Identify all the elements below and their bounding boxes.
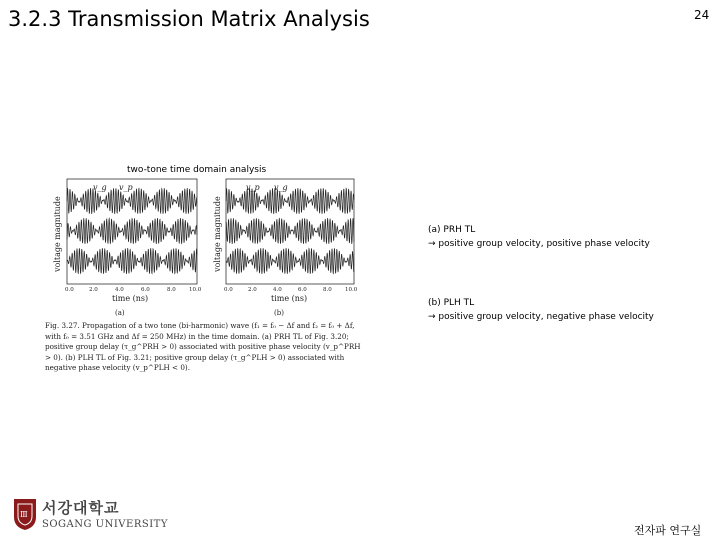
- waveform-trace: [67, 248, 197, 274]
- university-name-korean: 서강대학교: [42, 499, 120, 517]
- tick-b-2: 2.0: [248, 287, 257, 293]
- figure-heading: two-tone time domain analysis: [127, 165, 267, 175]
- tick-b-5: 8.0: [323, 287, 332, 293]
- tick-b-1: 0.0: [224, 287, 233, 293]
- tick-a-2: 2.0: [89, 287, 98, 293]
- note-plh-detail: → positive group velocity, negative phase velocity: [428, 312, 654, 322]
- panel-b-ylabel: voltage magnitude: [213, 196, 222, 272]
- note-prh-title: (a) PRH TL: [428, 225, 476, 235]
- panel-a-marker-2: v_p: [119, 183, 133, 192]
- university-seal-icon: [12, 497, 38, 531]
- tick-b-6: 10.0: [345, 287, 358, 293]
- note-plh: [428, 296, 654, 324]
- note-prh: [428, 223, 650, 251]
- tick-a-6: 10.0: [189, 287, 202, 293]
- figure-caption-text: Fig. 3.27. Propagation of a two tone (bi-harmonic) wave (f₁ = f₀ − Δf and f₂ = f₀ + Δf, with f₀ = 3.51 GHz and Δf = 250 MHz) in the time domain. (a) PRH TL of Fig. 3.20; positive group delay (τ_g^PRH > 0) associated with positive phase velocity (v_p^PRH > 0). (b) PLH TL of Fig. 3.21; positive group delay (τ_g^PLH > 0) associated with negative phase velocity (v_p^PLH < 0).: [45, 321, 361, 373]
- lab-name: 전자파 연구실: [634, 524, 702, 537]
- panel-a: [65, 179, 202, 317]
- tick-b-3: 4.0: [273, 287, 282, 293]
- waveform-trace: [67, 218, 197, 244]
- svg-text:Ⅲ: Ⅲ: [20, 510, 28, 519]
- note-plh-title: (b) PLH TL: [428, 298, 475, 308]
- panel-a-tag: (a): [115, 309, 125, 317]
- tick-a-3: 4.0: [115, 287, 124, 293]
- panel-a-traces: [67, 188, 197, 274]
- panel-b-marker-1: v_p: [246, 183, 260, 192]
- waveform-trace: [226, 218, 354, 244]
- panel-b-ticks: [224, 287, 358, 293]
- panel-b-tag: (b): [274, 309, 284, 317]
- tick-a-5: 8.0: [167, 287, 176, 293]
- panel-a-xlabel: time (ns): [112, 294, 149, 303]
- panel-b-xlabel: time (ns): [271, 294, 308, 303]
- waveform-trace: [226, 248, 354, 274]
- university-name-english: SOGANG UNIVERSITY: [42, 519, 168, 530]
- tick-a-4: 6.0: [141, 287, 150, 293]
- note-prh-detail: → positive group velocity, positive phase velocity: [428, 239, 650, 249]
- panel-a-ticks: [65, 287, 202, 293]
- panel-b-traces: [226, 188, 354, 274]
- time-domain-figure: [50, 176, 370, 321]
- tick-a-1: 0.0: [65, 287, 74, 293]
- page-title: 3.2.3 Transmission Matrix Analysis: [8, 7, 370, 31]
- tick-b-4: 6.0: [298, 287, 307, 293]
- page-number: 24: [694, 8, 710, 22]
- panel-a-ylabel: voltage magnitude: [53, 196, 62, 272]
- panel-b: [224, 179, 358, 317]
- panel-a-marker-1: v_g: [93, 183, 107, 192]
- panel-b-marker-2: v_g: [274, 183, 288, 192]
